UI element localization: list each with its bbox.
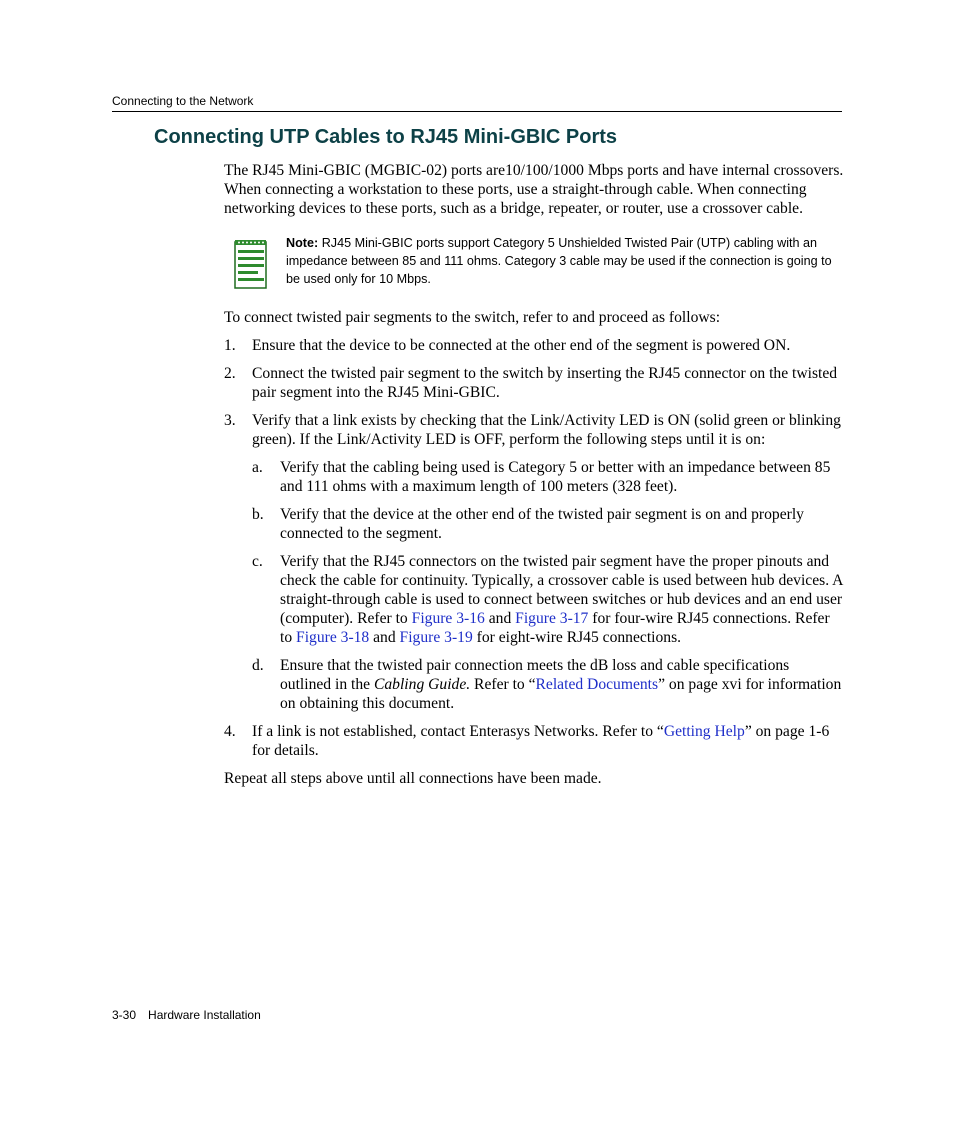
step-number: 3. xyxy=(224,412,236,429)
cabling-guide-title: Cabling Guide. xyxy=(373,676,471,693)
link-related-documents[interactable]: Related Documents xyxy=(535,676,659,693)
substep-text-part: for eight-wire RJ45 connections. xyxy=(472,629,682,646)
note-text xyxy=(286,234,844,288)
substep-text-part: Ensure that the twisted pair connection meets the dB loss and cable specifications outlined in the xyxy=(280,657,790,693)
link-figure-3-17[interactable]: Figure 3-17 xyxy=(515,610,589,627)
substep-text-part: ” on page xvi for information on obtaining this document. xyxy=(280,676,842,712)
lead-paragraph: To connect twisted pair segments to the switch, refer to and proceed as follows: xyxy=(224,309,721,326)
header-rule xyxy=(112,111,842,112)
substep-text-part: and xyxy=(484,610,516,627)
step-3 xyxy=(224,411,844,713)
substep-text: Verify that the cabling being used is Category 5 or better with an impedance between 85 and 111 ohms with a maximum length of 100 meters (328 feet). xyxy=(280,459,831,495)
running-header: Connecting to the Network xyxy=(112,94,254,108)
page-title: Connecting UTP Cables to RJ45 Mini-GBIC Ports xyxy=(154,126,618,148)
substep-letter: a. xyxy=(252,459,263,476)
step-1 xyxy=(224,336,844,355)
step-number: 4. xyxy=(224,723,236,740)
note-body: RJ45 Mini-GBIC ports support Category 5 Unshielded Twisted Pair (UTP) cabling with an impedance between 85 and 111 ohms. Category 3 cable may be used if the connection is going to be used only for 10 Mbps. xyxy=(286,236,832,286)
intro-paragraph: The RJ45 Mini-GBIC (MGBIC-02) ports are10/100/1000 Mbps ports and have internal crossovers. When connecting a workstation to these ports, use a straight-through cable. When connecting networking devices to these ports, such as a bridge, repeater, or router, use a crossover cable. xyxy=(224,162,844,217)
substep-text-part: Refer to “ xyxy=(470,676,536,693)
step-text-part: ” on page 1-6 for details. xyxy=(252,723,830,759)
step-4 xyxy=(224,722,844,760)
substep-text-part: and xyxy=(369,629,400,646)
step-text: Verify that a link exists by checking that the Link/Activity LED is ON (solid green or blinking green). If the Link/Activity LED is OFF, perform the following steps until it is on: xyxy=(252,412,841,448)
page-number: 3-30 xyxy=(112,1008,137,1022)
substep-letter: b. xyxy=(252,506,264,523)
body-content xyxy=(224,161,844,788)
link-figure-3-18[interactable]: Figure 3-18 xyxy=(296,629,370,646)
step-number: 1. xyxy=(224,337,236,354)
step-text-part: If a link is not established, contact Enterasys Networks. Refer to “ xyxy=(252,723,664,740)
footer-section: Hardware Installation xyxy=(148,1008,261,1022)
substep-letter: d. xyxy=(252,657,264,674)
link-figure-3-16[interactable]: Figure 3-16 xyxy=(411,610,485,627)
substep-a xyxy=(252,458,844,496)
link-getting-help[interactable]: Getting Help xyxy=(663,723,745,740)
closing-paragraph: Repeat all steps above until all connections have been made. xyxy=(224,770,602,787)
page-footer xyxy=(112,1008,261,1022)
substeps-list xyxy=(252,458,844,713)
step-text: Ensure that the device to be connected at the other end of the segment is powered ON. xyxy=(252,337,791,354)
substep-c xyxy=(252,552,844,647)
note-label: Note: xyxy=(286,236,319,250)
substep-b xyxy=(252,505,844,543)
link-figure-3-19[interactable]: Figure 3-19 xyxy=(399,629,473,646)
substep-d xyxy=(252,656,844,713)
steps-list xyxy=(224,336,844,760)
substep-text-part: for four-wire RJ45 connections. Refer to xyxy=(280,610,830,646)
substep-letter: c. xyxy=(252,553,263,570)
notepad-icon xyxy=(234,238,268,295)
substep-text-part: Verify that the RJ45 connectors on the twisted pair segment have the proper pinouts and check the cable for continuity. Typically, a crossover cable is used between hub devices. A straight-through cable is used to connect between switches or hub devices and an end user (computer). Refer to xyxy=(280,553,843,627)
substep-text: Verify that the device at the other end of the twisted pair segment is on and properly connected to the segment. xyxy=(280,506,804,542)
step-2 xyxy=(224,364,844,402)
step-text: Connect the twisted pair segment to the switch by inserting the RJ45 connector on the twisted pair segment into the RJ45 Mini-GBIC. xyxy=(252,365,838,401)
note-box xyxy=(224,234,844,290)
step-number: 2. xyxy=(224,365,236,382)
